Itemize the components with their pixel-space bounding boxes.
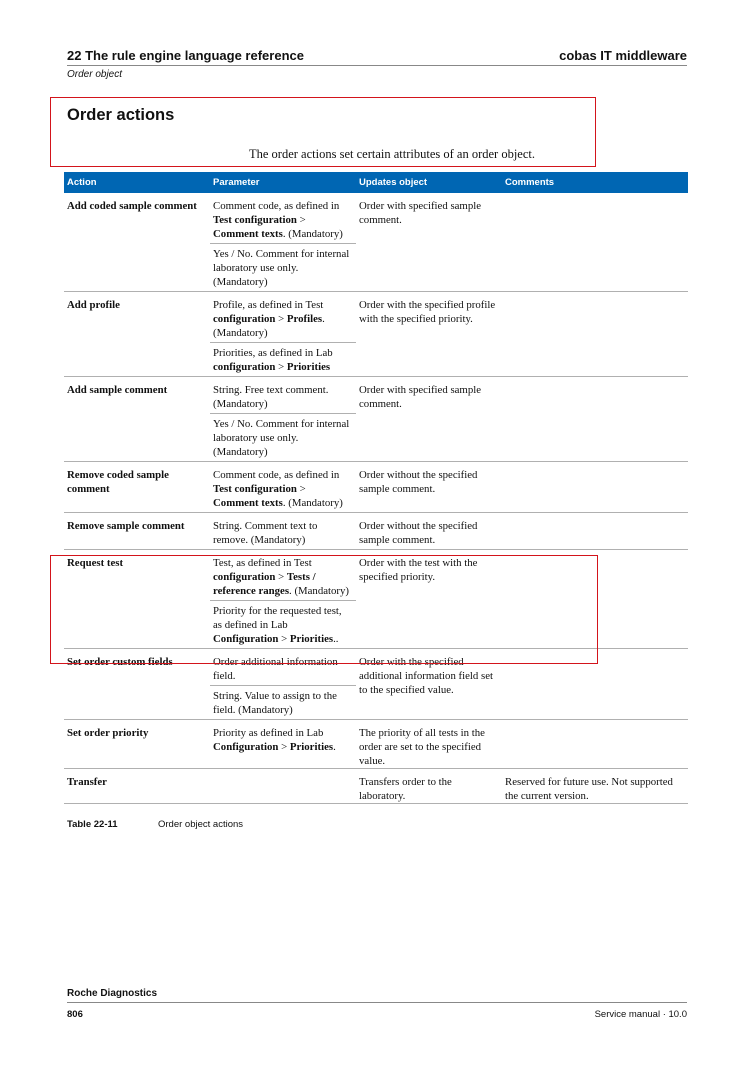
parameter-entry: [210, 413, 356, 461]
parameter-text-segment: ..: [333, 633, 339, 645]
action-cell: Remove sample comment: [64, 513, 210, 550]
parameter-text-segment: Comment texts: [213, 497, 283, 509]
parameter-entry: [210, 685, 356, 719]
action-cell: Add sample comment: [64, 377, 210, 462]
parameter-text-segment: Priorities, as defined in Lab: [213, 347, 333, 359]
parameter-text-segment: Comment code, as defined in: [213, 200, 340, 212]
parameter-cell: [210, 462, 356, 513]
parameter-entry: [210, 243, 356, 291]
intro-text: The order actions set certain attributes of an order object.: [249, 147, 535, 161]
parameter-text-segment: configuration: [213, 571, 276, 583]
comments-cell: [502, 377, 688, 462]
updates-object-cell: Transfers order to the laboratory.: [356, 769, 502, 804]
column-header-updates-object: Updates object: [356, 172, 502, 193]
updates-object-cell: Order without the specified sample comment.: [356, 513, 502, 550]
parameter-text-segment: configuration: [213, 313, 276, 325]
parameter-cell: [210, 513, 356, 550]
action-cell: Remove coded sample comment: [64, 462, 210, 513]
parameter-entry: [210, 462, 356, 512]
table-caption-number: Table 22-11: [67, 819, 118, 830]
table-row: [64, 720, 688, 769]
page-number: 806: [67, 1009, 83, 1020]
parameter-text-segment: Test, as defined in Test: [213, 557, 312, 569]
parameter-text-segment: configuration: [213, 361, 276, 373]
header-divider: [67, 65, 687, 66]
parameter-text-segment: . (Mandatory): [282, 228, 343, 240]
manual-version: Service manual · 10.0: [594, 1009, 687, 1020]
parameter-entry: [210, 513, 356, 549]
highlight-box-section-title: [50, 97, 596, 167]
parameter-text-segment: >: [275, 313, 287, 325]
chapter-title: 22 The rule engine language reference: [67, 48, 304, 63]
parameter-text-segment: >: [278, 741, 290, 753]
parameter-entry: [210, 342, 356, 376]
table-caption: [67, 819, 243, 830]
parameter-text-segment: . (Mandatory): [213, 313, 325, 339]
parameter-text-segment: Comment code, as defined in: [213, 469, 340, 481]
parameter-text-segment: Priority as defined in Lab: [213, 727, 324, 739]
updates-object-cell: Order with the test with the specified priority.: [356, 550, 502, 649]
updates-object-cell: The priority of all tests in the order are set to the specified value.: [356, 720, 502, 769]
footer-divider: [67, 1002, 687, 1003]
parameter-text-segment: >: [275, 361, 287, 373]
comments-cell: [502, 513, 688, 550]
comments-cell: [502, 720, 688, 769]
table-row: [64, 193, 688, 292]
page-title: Order actions: [67, 106, 175, 124]
parameter-text-segment: . (Mandatory): [289, 585, 350, 597]
parameter-text-segment: .: [333, 741, 336, 753]
parameter-text-segment: Priorities: [289, 741, 334, 753]
updates-object-cell: Order with the specified profile with the specified priority.: [356, 292, 502, 377]
product-name: cobas IT middleware: [559, 48, 687, 63]
parameter-text-segment: String. Comment text to remove. (Mandatory): [213, 520, 318, 546]
parameter-text-segment: Priorities: [289, 633, 334, 645]
table-row: [64, 513, 688, 550]
parameter-text-segment: >: [296, 483, 306, 495]
parameter-text-segment: Profiles: [286, 313, 323, 325]
parameter-cell: [210, 377, 356, 462]
order-actions-table: [64, 172, 688, 804]
action-cell: Add profile: [64, 292, 210, 377]
action-cell: Set order priority: [64, 720, 210, 769]
comments-cell: [502, 292, 688, 377]
parameter-text-segment: Configuration: [213, 633, 279, 645]
table-row: [64, 462, 688, 513]
parameter-text-segment: Yes / No. Comment for internal laboratory use only. (Mandatory): [213, 418, 350, 458]
parameter-cell: [210, 193, 356, 292]
table-header-row: [64, 172, 688, 193]
parameter-text-segment: Order additional information field.: [213, 656, 338, 682]
parameter-entry: [210, 720, 356, 756]
column-header-parameter: Parameter: [210, 172, 356, 193]
column-header-action: Action: [64, 172, 210, 193]
parameter-cell: [210, 292, 356, 377]
parameter-text-segment: Profile, as defined in Test: [213, 299, 324, 311]
column-header-comments: Comments: [502, 172, 688, 193]
action-cell: Request test: [64, 550, 210, 649]
parameter-text-segment: String. Free text comment. (Mandatory): [213, 384, 329, 410]
updates-object-cell: Order without the specified sample comment.: [356, 462, 502, 513]
table-row: [64, 377, 688, 462]
parameter-entry: [210, 292, 356, 342]
parameter-text-segment: Tests / reference ranges: [213, 571, 316, 597]
highlight-box-request-test: [50, 555, 598, 664]
updates-object-cell: Order with specified sample comment.: [356, 193, 502, 292]
action-cell: Transfer: [64, 769, 210, 804]
parameter-text-segment: Test configuration: [213, 483, 297, 495]
table-caption-text: Order object actions: [158, 819, 244, 830]
parameter-cell: [210, 720, 356, 769]
footer-brand: Roche Diagnostics: [67, 988, 158, 999]
parameter-text-segment: Comment texts: [213, 228, 283, 240]
section-subtitle: Order object: [67, 69, 123, 80]
comments-cell: Reserved for future use. Not supported the current version.: [502, 769, 688, 804]
parameter-text-segment: Test configuration: [213, 214, 297, 226]
table-row: [64, 292, 688, 377]
parameter-text-segment: >: [278, 633, 290, 645]
parameter-text-segment: Yes / No. Comment for internal laboratory use only. (Mandatory): [213, 248, 350, 288]
updates-object-cell: Order with specified sample comment.: [356, 377, 502, 462]
updates-object-cell: Order with the specified additional information field set to the specified value.: [356, 649, 502, 720]
parameter-text-segment: . (Mandatory): [282, 497, 343, 509]
parameter-cell: [210, 769, 356, 804]
action-cell: Set order custom fields: [64, 649, 210, 720]
parameter-text-segment: >: [296, 214, 306, 226]
table-row: [64, 769, 688, 804]
comments-cell: [502, 193, 688, 292]
parameter-text-segment: Priority for the requested test, as defined in Lab: [213, 605, 342, 631]
parameter-text-segment: >: [275, 571, 287, 583]
parameter-text-segment: String. Value to assign to the field. (Mandatory): [213, 690, 337, 716]
parameter-entry: [210, 193, 356, 243]
parameter-text-segment: Configuration: [213, 741, 279, 753]
comments-cell: [502, 462, 688, 513]
parameter-text-segment: Priorities: [286, 361, 331, 373]
action-cell: Add coded sample comment: [64, 193, 210, 292]
parameter-entry: [210, 377, 356, 413]
